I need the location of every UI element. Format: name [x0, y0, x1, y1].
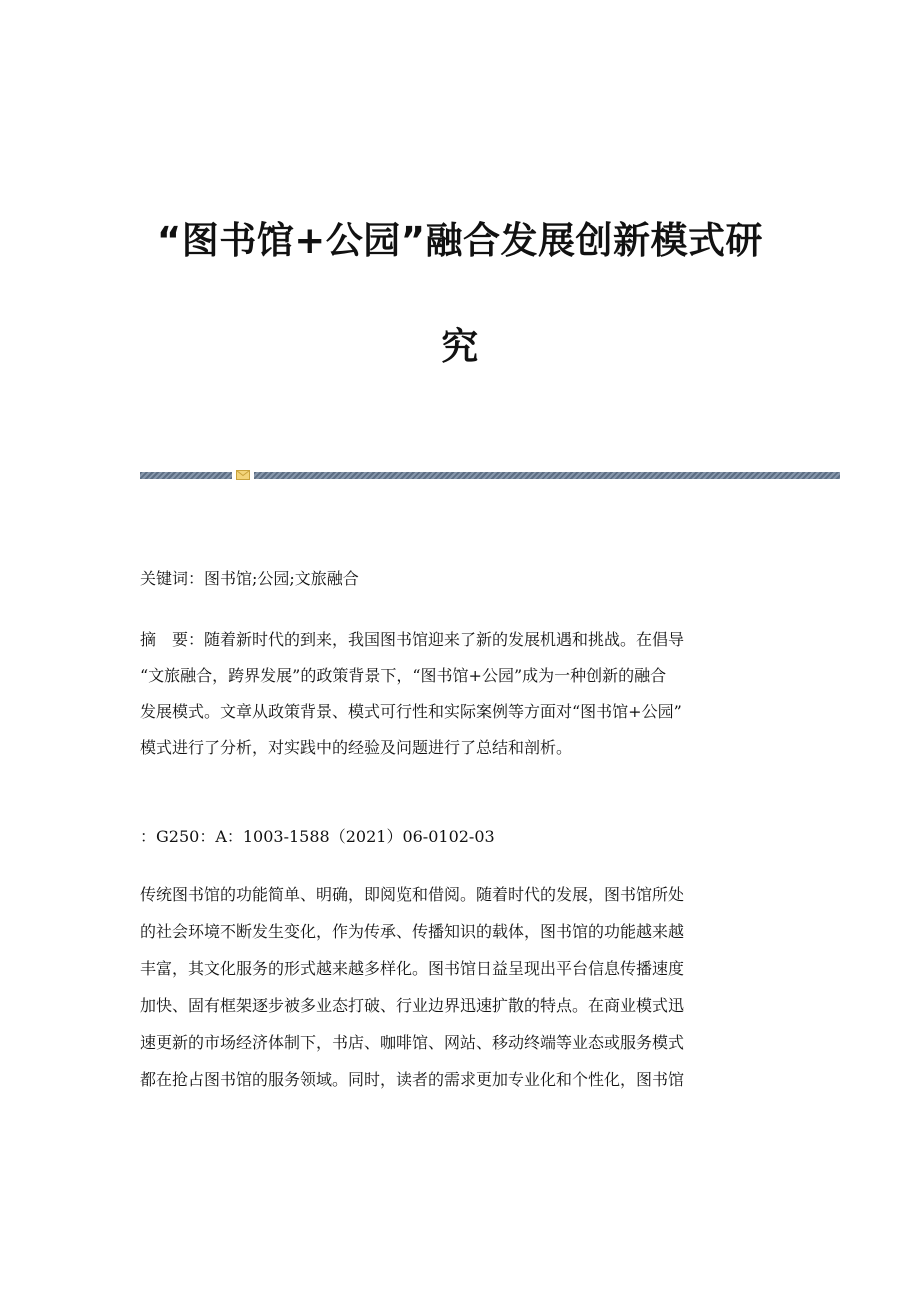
body-line: 都在抢占图书馆的服务领域。同时，读者的需求更加专业化和个性化，图书馆 [140, 1070, 685, 1089]
abstract-paragraph [140, 622, 780, 766]
divider-bar-right [254, 472, 840, 479]
abstract-line: 模式进行了分析，对实践中的经验及问题进行了总结和剖析。 [140, 738, 573, 757]
keywords-line: 关键词：图书馆;公园;文旅融合 [140, 569, 359, 588]
body-paragraph [140, 876, 780, 1098]
envelope-icon [236, 470, 250, 480]
title-divider [140, 470, 840, 480]
body-line: 速更新的市场经济体制下，书店、咖啡馆、网站、移动终端等业态或服务模式 [140, 1033, 685, 1052]
body-line: 传统图书馆的功能简单、明确，即阅览和借阅。随着时代的发展，图书馆所处 [140, 885, 685, 904]
divider-bar-left [140, 472, 232, 479]
classification-number: ：G250：A：1003-1588（2021）06-0102-03 [140, 827, 495, 846]
body-line: 加快、固有框架逐步被多业态打破、行业边界迅速扩散的特点。在商业模式迅 [140, 996, 685, 1015]
document-title [140, 188, 780, 400]
body-line: 的社会环境不断发生变化，作为传承、传播知识的载体，图书馆的功能越来越 [140, 922, 685, 941]
title-line-2: 究 [441, 325, 479, 368]
abstract-line: 发展模式。文章从政策背景、模式可行性和实际案例等方面对“图书馆+公园” [140, 702, 682, 721]
abstract-line: “文旅融合，跨界发展”的政策背景下，“图书馆+公园”成为一种创新的融合 [140, 666, 667, 685]
body-line: 丰富，其文化服务的形式越来越多样化。图书馆日益呈现出平台信息传播速度 [140, 959, 685, 978]
abstract-line: 摘 要：随着新时代的到来，我国图书馆迎来了新的发展机遇和挑战。在倡导 [140, 630, 685, 649]
title-line-1: “图书馆+公园”融合发展创新模式研 [156, 219, 764, 262]
